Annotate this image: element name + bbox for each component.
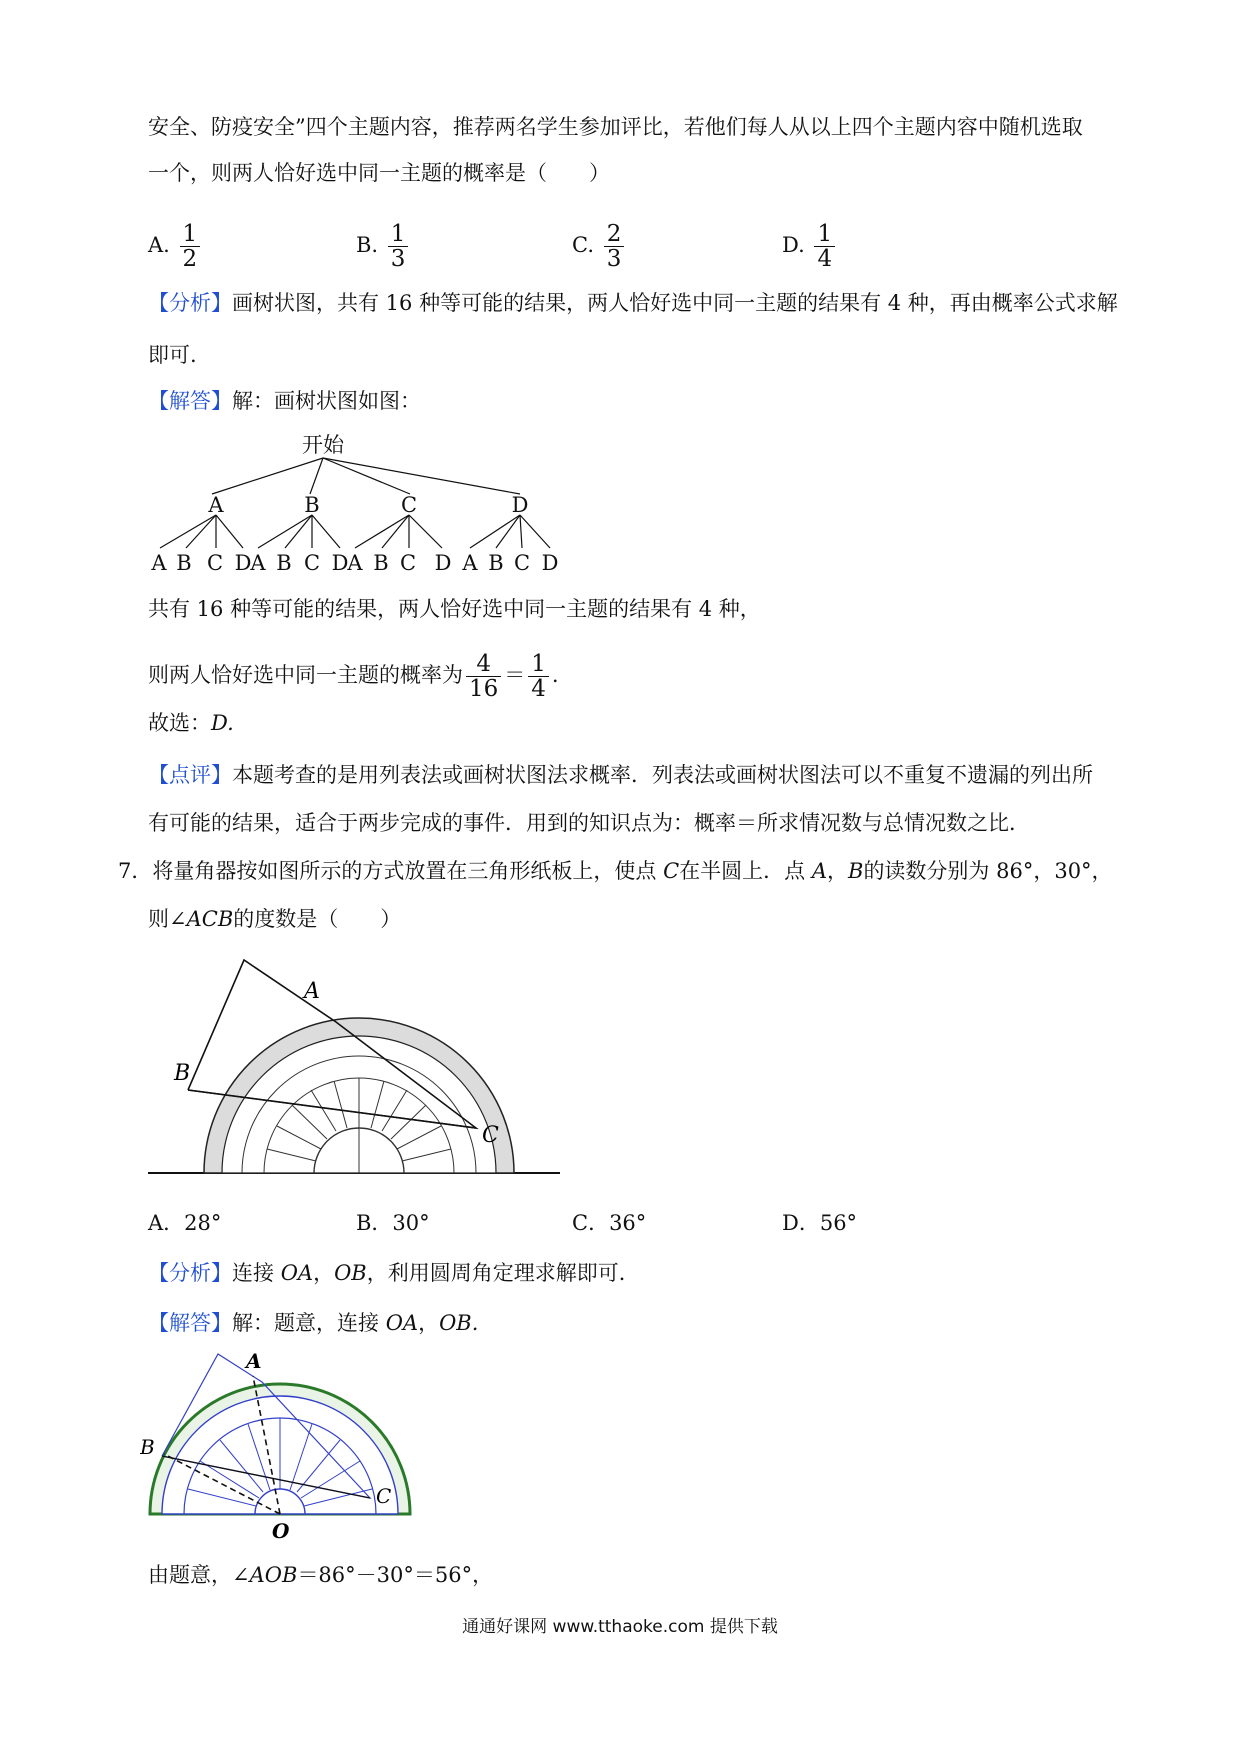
tree-root: 开始	[302, 433, 344, 457]
option-fraction: $\frac{1}{4}$	[814, 222, 835, 271]
solution-protractor-figure	[140, 1346, 460, 1542]
q6-option-b	[356, 222, 411, 271]
figure-label-b: B	[174, 1061, 191, 1086]
q6-stem-line2: 一个，则两人恰好选中同一主题的概率是（ ）	[148, 161, 610, 185]
tree-leaf: D	[541, 551, 559, 575]
fraction: $\frac{1}{4}$	[528, 652, 549, 701]
fraction: $\frac{4}{16}$	[466, 652, 501, 701]
q6-analysis-line1: 【分析】画树状图，共有 16 种等可能的结果，两人恰好选中同一主题的结果有 4 种，再由概率公式求解	[148, 291, 1118, 315]
q7-analysis-line: 【分析】连接 OA，OB，利用圆周角定理求解即可．	[148, 1261, 640, 1285]
figure2-label-a: A	[246, 1349, 262, 1373]
q6-option-c	[572, 222, 627, 271]
tree-node-a: A	[208, 493, 224, 517]
tree-node-c: C	[400, 493, 418, 517]
tree-leaf: A	[347, 551, 363, 575]
option-fraction: $\frac{2}{3}$	[604, 222, 625, 271]
figure-label-a: A	[304, 979, 320, 1004]
q7-option-c: C．36°	[572, 1211, 647, 1235]
q6-comment-line1: 【点评】本题考查的是用列表法或画树状图法求概率．列表法或画树状图法可以不重复不遗漏的列出所	[148, 763, 1093, 787]
q6-comment-line2: 有可能的结果，适合于两步完成的事件．用到的知识点为：概率＝所求情况数与总情况数之比．	[148, 811, 1030, 835]
q7-option-a: A．28°	[148, 1211, 222, 1235]
page-footer: 通通好课网 www.tthaoke.com 提供下载	[462, 1617, 778, 1637]
q6-option-a	[148, 222, 203, 271]
q7-result-line: 由题意，∠AOB＝86°－30°＝56°，	[148, 1563, 494, 1587]
tree-leaf: D	[234, 551, 252, 575]
option-label: B.	[356, 233, 379, 257]
tree-leaf: A	[462, 551, 478, 575]
figure2-label-c: C	[376, 1484, 392, 1508]
tree-leaf: C	[303, 551, 321, 575]
tree-leaf: A	[151, 551, 167, 575]
q7-stem-line2: 则∠ACB的度数是（ ）	[148, 907, 402, 931]
tree-node-d: D	[511, 493, 529, 517]
q6-stem-line1: 安全、防疫安全”四个主题内容，推荐两名学生参加评比，若他们每人从以上四个主题内容中随机选取	[148, 115, 1083, 139]
q6-option-d	[782, 222, 838, 271]
q6-probability-line: 则两人恰好选中同一主题的概率为 $\frac{4}{16}$ ＝ $\frac{1}{4}$ .	[148, 651, 559, 702]
tree-leaf: D	[434, 551, 452, 575]
figure2-label-o: O	[272, 1519, 290, 1542]
q6-answer-line: 【解答】解：画树状图如图：	[148, 389, 421, 413]
q6-choice-line: 故选：D.	[148, 711, 234, 735]
option-label: A.	[148, 233, 170, 257]
figure-label-c: C	[482, 1123, 499, 1148]
q7-answer-line: 【解答】解：题意，连接 OA，OB.	[148, 1311, 479, 1335]
q7-stem-line1: 7．将量角器按如图所示的方式放置在三角形纸板上，使点 C在半圆上．点 A，B的读数分别为 86°，30°，	[118, 859, 1113, 883]
analysis-tag: 【分析】	[148, 291, 232, 315]
tree-leaf: D	[331, 551, 349, 575]
tree-leaf: B	[488, 551, 504, 575]
tree-leaf: A	[250, 551, 266, 575]
option-label: D.	[782, 233, 805, 257]
tree-leaf: B	[373, 551, 389, 575]
q7-option-b: B．30°	[356, 1211, 430, 1235]
tree-leaf: C	[206, 551, 224, 575]
protractor-figure	[140, 950, 580, 1190]
q7-option-d: D．56°	[782, 1211, 858, 1235]
q6-result-line: 共有 16 种等可能的结果，两人恰好选中同一主题的结果有 4 种，	[148, 597, 761, 621]
tree-leaf: B	[276, 551, 292, 575]
analysis-tag: 【分析】	[148, 1261, 232, 1285]
tree-node-b: B	[304, 493, 320, 517]
answer-tag: 【解答】	[148, 389, 232, 413]
tree-leaf: C	[513, 551, 531, 575]
tree-diagram	[140, 430, 580, 578]
option-fraction: $\frac{1}{3}$	[388, 222, 409, 271]
tree-leaf: C	[399, 551, 417, 575]
answer-tag: 【解答】	[148, 1311, 232, 1335]
option-fraction: $\frac{1}{2}$	[180, 222, 201, 271]
figure2-label-b: B	[140, 1435, 155, 1459]
tree-leaf: B	[176, 551, 192, 575]
comment-tag: 【点评】	[148, 763, 232, 787]
option-label: C.	[572, 233, 594, 257]
q6-analysis-line2: 即可.	[148, 343, 197, 367]
